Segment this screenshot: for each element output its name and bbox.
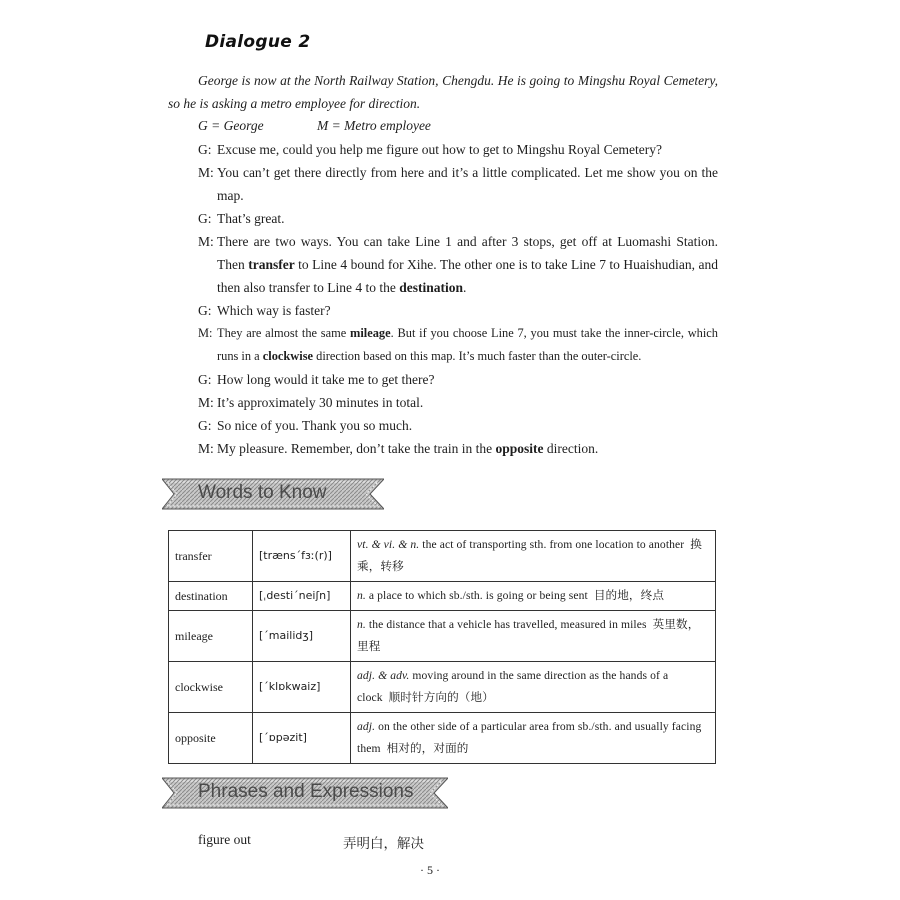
words-to-know-banner	[162, 478, 384, 510]
dialogue-line: G: How long would it take me to get there?	[198, 368, 718, 391]
dialogue-title: Dialogue 2	[205, 32, 311, 52]
table-row	[169, 531, 716, 582]
word-cell: destination	[169, 582, 253, 611]
dialogue-line: M: They are almost the same mileage. But if you choose Line 7, you must take the inner-circle, which runs in a clockwise direction based on this map. It’s much faster than the outer-circle.	[198, 322, 718, 368]
table-row	[169, 582, 716, 611]
dialogue-line: M: My pleasure. Remember, don’t take the train in the opposite direction.	[198, 437, 718, 460]
legend-metro-employee: M = Metro employee	[316, 118, 431, 133]
dialogue-line: G: That’s great.	[198, 207, 718, 230]
definition-cell: adj. & adv. moving around in the same direction as the hands of a clock 顺时针方向的（地）	[351, 662, 716, 713]
speaker: G:	[198, 211, 212, 226]
keyword-destination: destination	[399, 280, 463, 295]
speaker: M:	[198, 395, 214, 410]
chinese-meaning: 目的地，终点	[593, 589, 665, 602]
word-cell: transfer	[169, 531, 253, 582]
keyword-clockwise: clockwise	[262, 349, 314, 363]
dialogue-line: M: There are two ways. You can take Line 1 and after 3 stops, get off at Luomashi Station. Then transfer to Line 4 bound for Xihe. The other one is to take Line 7 to Huaishudian, and then also transfer to Line 4 to the destination.	[198, 230, 718, 299]
definition-cell: n. a place to which sb./sth. is going or being sent 目的地，终点	[351, 582, 716, 611]
dialogue-line: M: It’s approximately 30 minutes in total.	[198, 391, 718, 414]
phonetic-cell: [΄ɒpəzit]	[253, 713, 351, 764]
speaker: M:	[198, 441, 214, 456]
phrase-meaning: 弄明白，解决	[343, 836, 424, 851]
phrases-banner	[162, 777, 448, 809]
keyword-transfer: transfer	[248, 257, 295, 272]
dialogue-line: G: Which way is faster?	[198, 299, 718, 322]
speaker: G:	[198, 372, 212, 387]
definition-cell: n. the distance that a vehicle has travelled, measured in miles 英里数，里程	[351, 611, 716, 662]
chinese-meaning: 顺时针方向的（地）	[388, 691, 494, 704]
dialogue-intro: George is now at the North Railway Station, Chengdu. He is going to Mingshu Royal Cemetery, so he is asking a metro employee for direction.	[168, 73, 718, 111]
speaker: G:	[198, 303, 212, 318]
keyword-mileage: mileage	[350, 326, 391, 340]
dialogue-lines	[198, 138, 718, 460]
speaker: M:	[198, 326, 213, 340]
table-row	[169, 662, 716, 713]
dialogue-line: G: So nice of you. Thank you so much.	[198, 414, 718, 437]
chinese-meaning: 英里数，里程	[357, 618, 700, 653]
phonetic-cell: [΄mailidʒ]	[253, 611, 351, 662]
speaker: G:	[198, 418, 212, 433]
speaker: M:	[198, 234, 214, 249]
phrase-term: figure out	[198, 832, 251, 847]
phonetic-cell: [΄klɒkwaiz]	[253, 662, 351, 713]
chinese-meaning: 相对的，对面的	[386, 742, 469, 755]
speaker: G:	[198, 142, 212, 157]
table-row	[169, 611, 716, 662]
definition-cell: vt. & vi. & n. the act of transporting sth. from one location to another 换乘，转移	[351, 531, 716, 582]
table-row	[169, 713, 716, 764]
keyword-opposite: opposite	[495, 441, 544, 456]
words-table	[168, 530, 716, 764]
dialogue-line: G: Excuse me, could you help me figure out how to get to Mingshu Royal Cemetery?	[198, 138, 718, 161]
word-cell: mileage	[169, 611, 253, 662]
definition-cell: adj. on the other side of a particular area from sb./sth. and usually facing them 相对的，对面的	[351, 713, 716, 764]
speaker-legend	[198, 118, 481, 134]
phrases-heading: Phrases and Expressions	[198, 781, 414, 802]
legend-george: G = George	[198, 118, 264, 133]
chinese-meaning: 换乘，转移	[357, 538, 702, 573]
speaker: M:	[198, 165, 214, 180]
word-cell: opposite	[169, 713, 253, 764]
phonetic-cell: [træns΄fɜː(r)]	[253, 531, 351, 582]
phonetic-cell: [ˌdesti΄neiʃn]	[253, 582, 351, 611]
page-number: · 5 ·	[420, 863, 440, 877]
word-cell: clockwise	[169, 662, 253, 713]
words-to-know-heading: Words to Know	[198, 482, 327, 503]
dialogue-line: M: You can’t get there directly from here and it’s a little complicated. Let me show you on the map.	[198, 161, 718, 207]
